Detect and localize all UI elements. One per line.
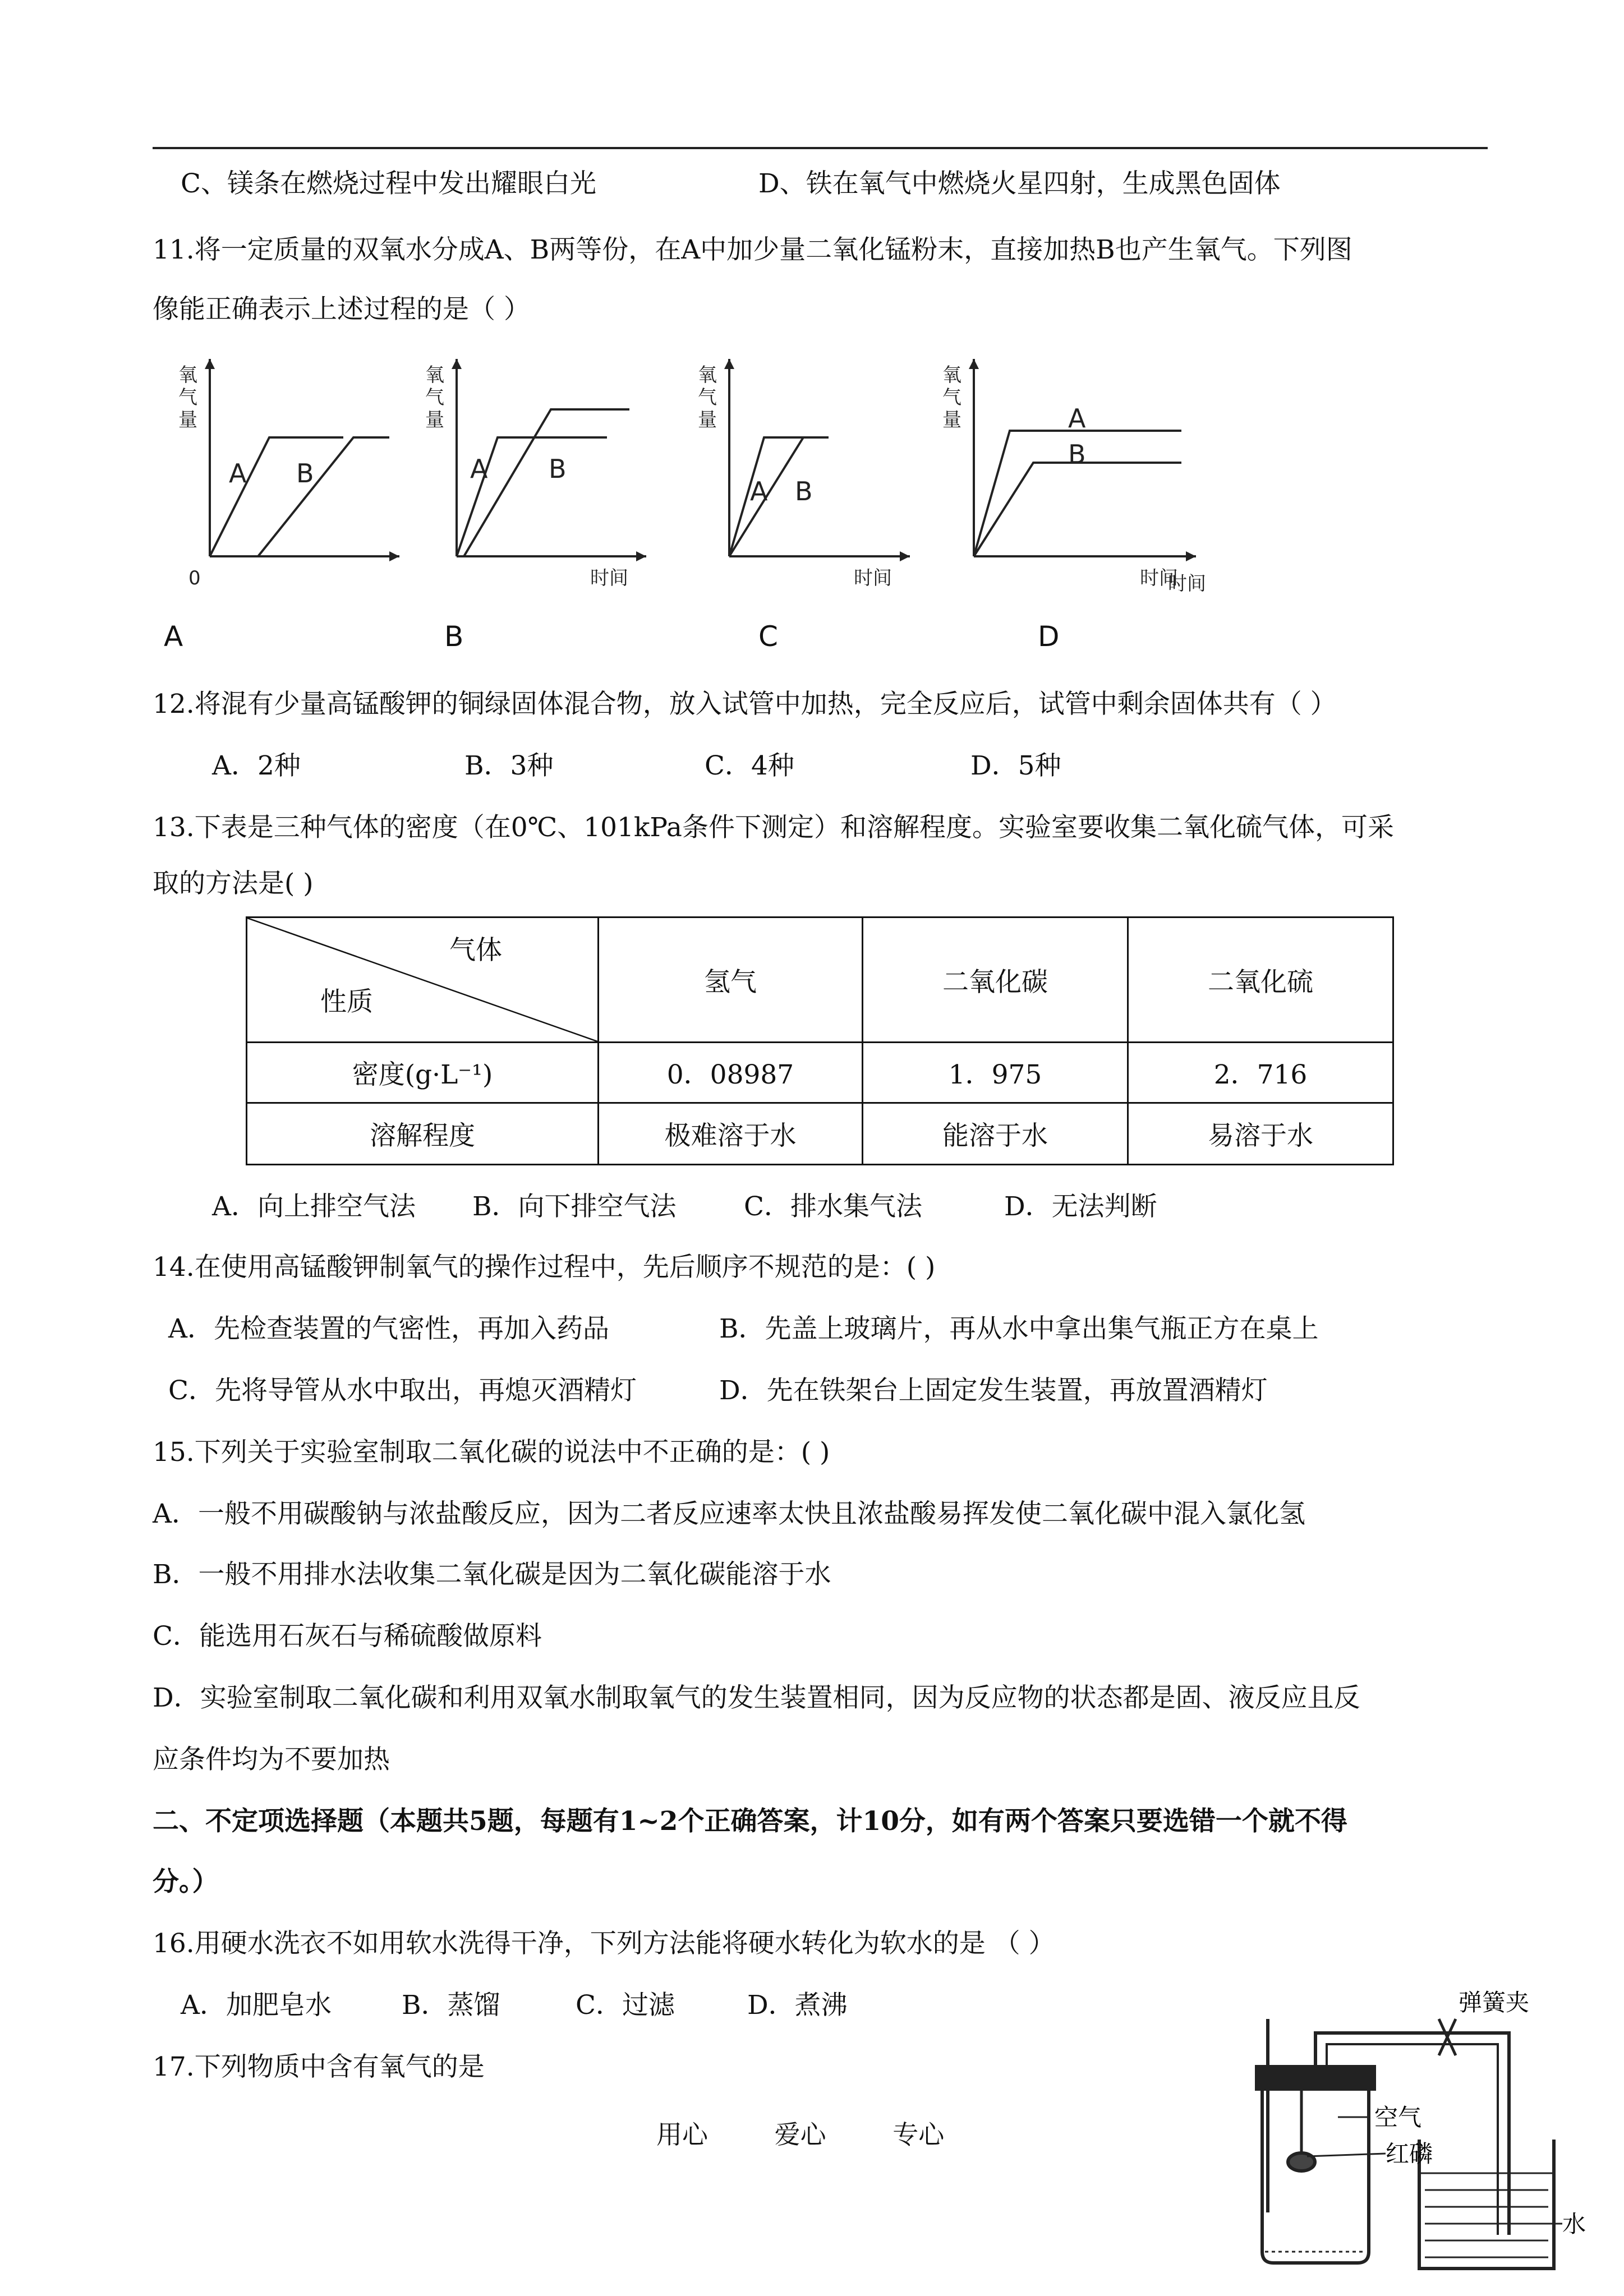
page-footer <box>656 2114 1002 2151</box>
y-axis-label-char: 气 <box>698 386 717 409</box>
corner-label-property: 性质 <box>320 986 373 1017</box>
x-axis-label: 时间 <box>1168 573 1206 595</box>
q13-stem-line2: 取的方法是( ) <box>153 868 314 899</box>
y-axis-label-char: 量 <box>425 409 444 431</box>
q16-option-b: B．蒸馏 <box>402 1990 500 2021</box>
header-hydrogen: 氢气 <box>599 918 863 1043</box>
y-axis-label-char: 量 <box>942 409 961 431</box>
y-axis-label-char: 氧 <box>698 364 717 386</box>
x-axis-label: 时间 <box>854 567 892 589</box>
q12-option-d: D．5种 <box>970 750 1061 781</box>
q11-stem-line2: 像能正确表示上述过程的是（ ） <box>153 294 530 325</box>
table-row <box>247 1043 1393 1103</box>
series-b-line <box>258 437 389 556</box>
q15-stem: 15.下列关于实验室制取二氧化碳的说法中不正确的是：( ) <box>153 1437 830 1468</box>
row-label-density: 密度(g·L⁻¹) <box>247 1043 599 1103</box>
series-b-label: B <box>795 476 813 506</box>
q13-option-d: D．无法判断 <box>1004 1191 1157 1222</box>
q12-stem: 12.将混有少量高锰酸钾的铜绿固体混合物，放入试管中加热，完全反应后，试管中剩余固体共有（ ） <box>153 689 1337 720</box>
q16-option-a: A．加肥皂水 <box>181 1990 332 2021</box>
series-a-label: A <box>229 458 247 488</box>
q12-option-c: C．4种 <box>705 750 794 781</box>
air-label: 空气 <box>1374 2104 1422 2131</box>
q13-stem-line1: 13.下表是三种气体的密度（在0℃、101kPa条件下测定）和溶解程度。实验室要收集二氧化硫气体，可采 <box>153 812 1394 843</box>
chart-letter-b: B <box>444 620 464 653</box>
series-b-label: B <box>549 454 567 484</box>
x-axis-arrow <box>1186 551 1196 561</box>
table-row <box>247 1103 1393 1165</box>
footer-word: 专心 <box>892 2119 945 2150</box>
prev-option-c: C、镁条在燃烧过程中发出耀眼白光 <box>181 168 596 199</box>
corner-label-gas: 气体 <box>449 935 502 966</box>
water-surface <box>1420 2173 1553 2257</box>
series-a-label: A <box>470 454 488 484</box>
q14-option-d: D．先在铁架台上固定发生装置，再放置酒精灯 <box>719 1375 1268 1406</box>
footer-word: 爱心 <box>774 2119 826 2150</box>
y-axis-label-char: 气 <box>178 386 197 409</box>
q11-chart-drawings <box>164 348 1375 617</box>
x-axis-arrow <box>900 551 910 561</box>
y-axis-label-char: 氧 <box>942 364 961 386</box>
y-axis-arrow <box>452 359 462 369</box>
table-cell: 易溶于水 <box>1128 1103 1393 1165</box>
table-cell: 0．08987 <box>599 1043 863 1103</box>
y-axis-label-char: 氧 <box>425 364 444 386</box>
y-axis-label-char: 量 <box>698 409 717 431</box>
origin-label: 0 <box>188 567 201 589</box>
connecting-tube <box>1315 2033 1509 2235</box>
y-axis-label-char: 气 <box>942 386 961 409</box>
q14-option-c: C．先将导管从水中取出，再熄灭酒精灯 <box>168 1375 637 1406</box>
q14-option-a: A．先检查装置的气密性，再加入药品 <box>168 1313 609 1344</box>
q16-option-d: D．煮沸 <box>747 1990 848 2021</box>
series-b-label: B <box>296 458 314 488</box>
gas-bottle <box>1262 2086 1369 2263</box>
water-label: 水 <box>1562 2210 1586 2238</box>
table-cell: 1．975 <box>863 1043 1128 1103</box>
q11-charts <box>164 348 1375 651</box>
q12-option-a: A．2种 <box>212 750 301 781</box>
chart-letter-a: A <box>164 620 183 653</box>
x-axis-label: 时间 <box>1140 567 1178 589</box>
x-axis-arrow <box>636 551 646 561</box>
q12-option-b: B．3种 <box>464 750 554 781</box>
y-axis-arrow <box>724 359 734 369</box>
section2-heading-line2: 分。） <box>153 1866 219 1897</box>
series-a-label: A <box>750 476 768 506</box>
header-co2: 二氧化碳 <box>863 918 1128 1043</box>
footer-word: 用心 <box>656 2119 708 2150</box>
rubber-stopper <box>1257 2067 1374 2089</box>
chart-letter-d: D <box>1038 620 1060 653</box>
x-axis-label: 时间 <box>590 567 628 589</box>
gas-properties-table <box>246 916 1394 1165</box>
table-cell: 极难溶于水 <box>599 1103 863 1165</box>
q13-option-c: C．排水集气法 <box>744 1191 922 1222</box>
x-axis-arrow <box>389 551 399 561</box>
q15-option-c: C．能选用石灰石与稀硫酸做原料 <box>153 1621 542 1652</box>
q16-stem: 16.用硬水洗衣不如用软水洗得干净，下列方法能将硬水转化为软水的是 （ ） <box>153 1928 1055 1959</box>
water-beaker <box>1419 2140 1554 2269</box>
y-axis-label-char: 量 <box>178 409 197 431</box>
q17-stem: 17.下列物质中含有氧气的是 <box>153 2051 485 2082</box>
q15-option-a: A．一般不用碳酸钠与浓盐酸反应，因为二者反应速率太快且浓盐酸易挥发使二氧化碳中混入氯化氢 <box>153 1499 1305 1529</box>
chart-letter-c: C <box>758 620 778 653</box>
header-so2: 二氧化硫 <box>1128 918 1393 1043</box>
y-axis-label-char: 气 <box>425 386 444 409</box>
series-a-label: A <box>1068 403 1086 434</box>
y-axis-arrow <box>969 359 979 369</box>
series-b-line <box>464 409 629 556</box>
clamp-label: 弹簧夹 <box>1459 1989 1530 2016</box>
q16-option-c: C．过滤 <box>576 1990 675 2021</box>
y-axis-arrow <box>205 359 215 369</box>
q14-option-b: B．先盖上玻璃片，再从水中拿出集气瓶正方在桌上 <box>719 1313 1319 1344</box>
y-axis-label-char: 氧 <box>178 364 197 386</box>
q15-option-b: B．一般不用排水法收集二氧化碳是因为二氧化碳能溶于水 <box>153 1559 831 1590</box>
spring-clamp <box>1439 2019 1456 2055</box>
q14-stem: 14.在使用高锰酸钾制氧气的操作过程中，先后顺序不规范的是：( ) <box>153 1252 936 1283</box>
q13-option-a: A．向上排空气法 <box>212 1191 416 1222</box>
series-b-line <box>729 437 829 556</box>
q13-option-b: B．向下排空气法 <box>472 1191 677 1222</box>
q15-option-d-line1: D．实验室制取二氧化碳和利用双氧水制取氧气的发生装置相同，因为反应物的状态都是固、液反应且反 <box>153 1682 1360 1713</box>
red-phosphorus-apparatus-figure <box>1217 1988 1588 2291</box>
table-corner-cell <box>247 918 599 1043</box>
series-b-label: B <box>1068 439 1086 469</box>
series-a-line <box>210 437 343 556</box>
q15-option-d-line2: 应条件均为不要加热 <box>153 1744 390 1775</box>
row-label-solubility: 溶解程度 <box>247 1103 599 1165</box>
series-b-line <box>974 463 1181 556</box>
header-rule <box>153 147 1488 149</box>
phosphorus-label: 红磷 <box>1386 2140 1433 2168</box>
section2-heading-line1: 二、不定项选择题（本题共5题，每题有1~2个正确答案，计10分，如有两个答案只要选错一个就不得 <box>153 1806 1347 1837</box>
prev-option-d: D、铁在氧气中燃烧火星四射，生成黑色固体 <box>758 168 1281 199</box>
table-cell: 能溶于水 <box>863 1103 1128 1165</box>
q11-stem-line1: 11.将一定质量的双氧水分成A、B两等份，在A中加少量二氧化锰粉末，直接加热B也产生氧气。下列图 <box>153 234 1352 265</box>
table-cell: 2．716 <box>1128 1043 1393 1103</box>
